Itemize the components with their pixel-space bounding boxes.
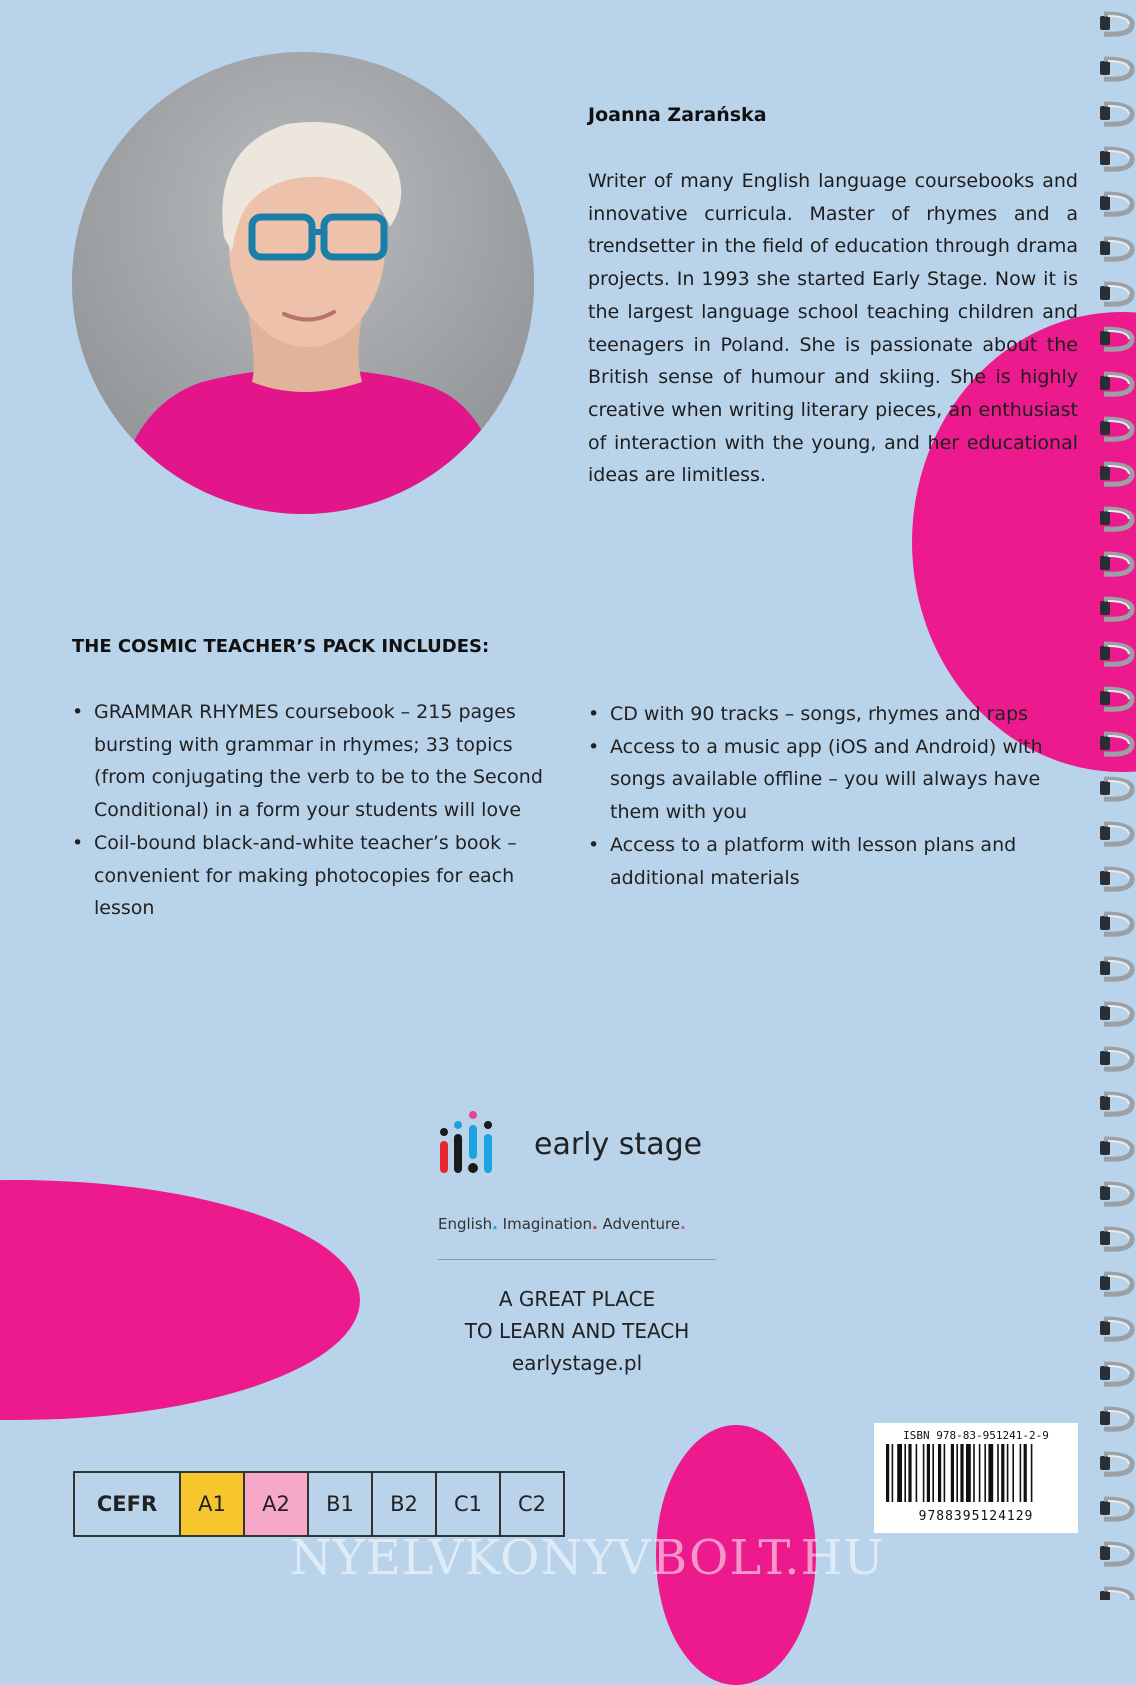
cefr-level-a1: A1 <box>179 1473 243 1535</box>
spiral-binding <box>1098 0 1136 1600</box>
spiral-coil <box>1100 1544 1132 1564</box>
spiral-coil <box>1100 374 1132 394</box>
tagline-word: Imagination <box>502 1215 593 1233</box>
spiral-coil <box>1100 689 1132 709</box>
spiral-coil <box>1100 1499 1132 1519</box>
cefr-label: CEFR <box>96 1492 158 1516</box>
cefr-table <box>73 1471 565 1537</box>
spiral-coil <box>1100 509 1132 529</box>
barcode-bars <box>884 1442 1068 1504</box>
spiral-coil <box>1100 1229 1132 1249</box>
pack-list-left <box>72 696 562 925</box>
spiral-coil <box>1100 194 1132 214</box>
spiral-coil <box>1100 644 1132 664</box>
spiral-coil <box>1100 1184 1132 1204</box>
spiral-coil <box>1100 1049 1132 1069</box>
spiral-coil <box>1100 824 1132 844</box>
spiral-coil <box>1100 419 1132 439</box>
spiral-coil <box>1100 329 1132 349</box>
spiral-coil <box>1100 554 1132 574</box>
ean-number: 9788395124129 <box>918 1509 1034 1524</box>
pack-list-right <box>588 698 1058 894</box>
list-item: • Access to a music app (iOS and Android) with songs available offline – you will always have them with you <box>588 731 1058 829</box>
spiral-coil <box>1100 14 1132 34</box>
spiral-coil <box>1100 1319 1132 1339</box>
author-name: Joanna Zarańska <box>588 104 767 126</box>
spiral-coil <box>1100 959 1132 979</box>
spiral-coil <box>1100 1004 1132 1024</box>
cefr-level-a2: A2 <box>243 1473 307 1535</box>
spiral-coil <box>1100 1094 1132 1114</box>
spiral-coil <box>1100 59 1132 79</box>
slogan-line: TO LEARN AND TEACH <box>464 1319 690 1343</box>
spiral-coil <box>1100 149 1132 169</box>
isbn-number: ISBN 978-83-951241-2-9 <box>903 1429 1049 1442</box>
cefr-level-c2: C2 <box>499 1473 563 1535</box>
spiral-coil <box>1100 284 1132 304</box>
spiral-coil <box>1100 1589 1132 1600</box>
pink-ellipse-decoration <box>0 1180 360 1420</box>
brand-tagline <box>438 1215 686 1233</box>
tagline-dot: . <box>592 1215 598 1233</box>
list-item: • Access to a platform with lesson plans and additional materials <box>588 829 1058 894</box>
spiral-coil <box>1100 1274 1132 1294</box>
slogan <box>438 1283 716 1379</box>
divider <box>438 1259 716 1260</box>
spiral-coil <box>1100 1139 1132 1159</box>
list-item: • Coil-bound black-and-white teacher’s book – convenient for making photocopies for each lesson <box>72 827 562 925</box>
spiral-coil <box>1100 914 1132 934</box>
spiral-coil <box>1100 599 1132 619</box>
spiral-coil <box>1100 869 1132 889</box>
spiral-coil <box>1100 464 1132 484</box>
website-url: earlystage.pl <box>511 1351 643 1375</box>
spiral-coil <box>1100 1409 1132 1429</box>
cefr-level-c1: C1 <box>435 1473 499 1535</box>
author-photo <box>72 52 534 514</box>
list-item: • CD with 90 tracks – songs, rhymes and raps <box>588 698 1058 731</box>
slogan-line: A GREAT PLACE <box>498 1287 656 1311</box>
isbn-barcode <box>874 1423 1078 1533</box>
early-stage-logo <box>438 1105 738 1185</box>
spiral-coil <box>1100 1454 1132 1474</box>
author-bio: Writer of many English language coursebooks and innovative curricula. Master of rhymes and a trendsetter in the field of education through drama projects. In 1993 she started Early Stage. Now it is the largest language school teaching children and teenagers in Poland. She is passionate about the British sense of humour and skiing. She is highly creative when writing literary pieces, an enthusiast of interaction with the young, and her educational ideas are limitless. <box>588 170 1078 487</box>
logo-mark-icon <box>438 1105 518 1185</box>
brand-name: early stage <box>534 1127 703 1162</box>
tagline-dot: . <box>680 1215 686 1233</box>
watermark: NYELVKONYVBOLT.HU <box>290 1530 885 1586</box>
cefr-level-b2: B2 <box>371 1473 435 1535</box>
tagline-dot: . <box>492 1215 498 1233</box>
tagline-word: English <box>438 1215 493 1233</box>
cefr-level-b1: B1 <box>307 1473 371 1535</box>
spiral-coil <box>1100 1364 1132 1384</box>
spiral-coil <box>1100 104 1132 124</box>
pack-title: THE COSMIC TEACHER’S PACK INCLUDES: <box>72 636 490 657</box>
portrait-illustration <box>72 52 534 514</box>
spiral-coil <box>1100 734 1132 754</box>
spiral-coil <box>1100 779 1132 799</box>
tagline-word: Adventure <box>602 1215 681 1233</box>
list-item: • GRAMMAR RHYMES coursebook – 215 pages bursting with grammar in rhymes; 33 topics (from conjugating the verb to be to the Second Conditional) in a form your students will love <box>72 696 562 827</box>
spiral-coil <box>1100 239 1132 259</box>
